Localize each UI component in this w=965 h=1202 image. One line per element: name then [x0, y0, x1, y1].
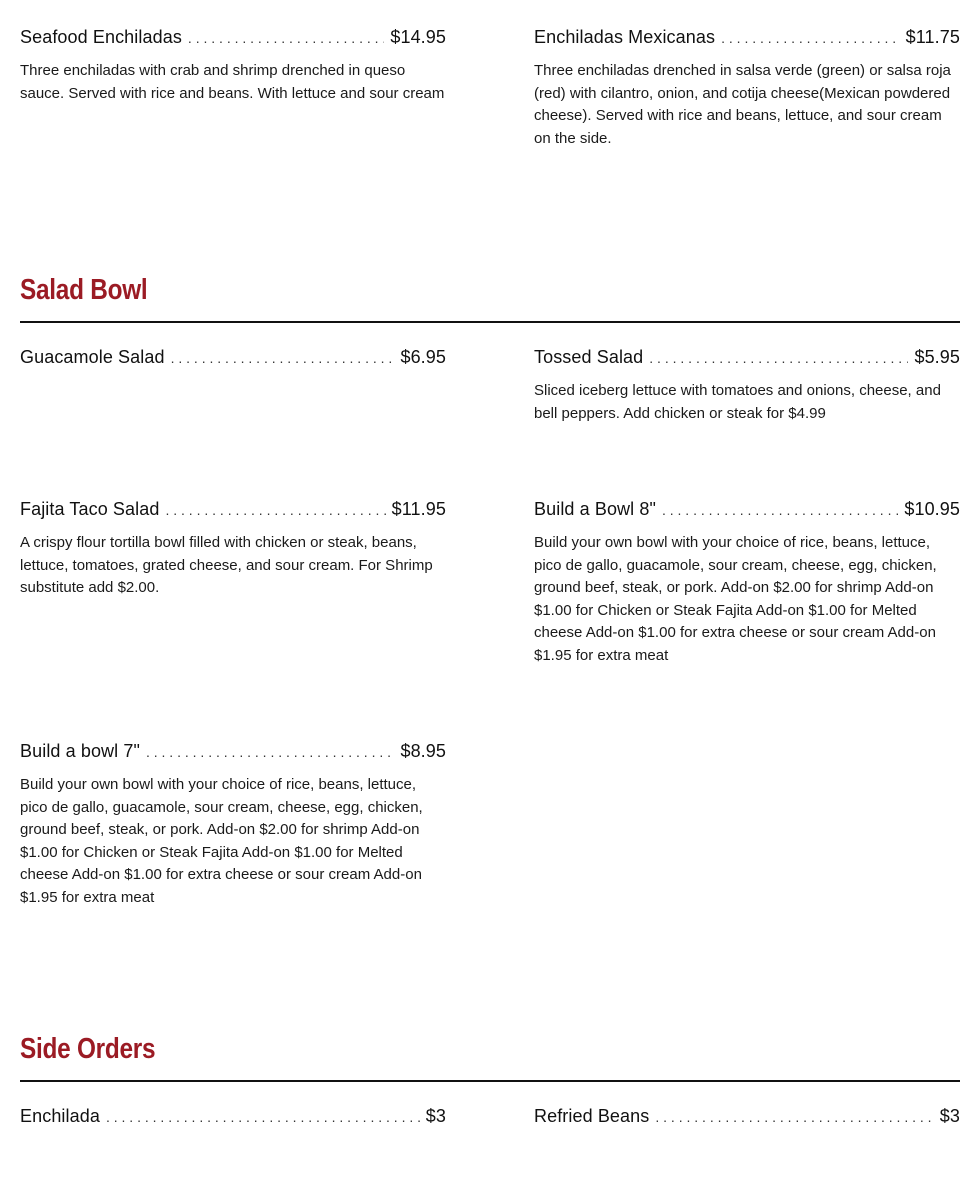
dot-leader — [106, 1105, 420, 1129]
section-title-salad-bowl: Salad Bowl — [20, 274, 148, 306]
menu-item-price: $6.95 — [400, 347, 446, 367]
dot-leader — [165, 498, 385, 522]
menu-item-refried-beans — [534, 1104, 960, 1129]
menu-item-build-a-bowl-7 — [20, 739, 446, 909]
menu-item-enchiladas-mexicanas — [534, 25, 960, 150]
menu-item-header — [20, 1104, 446, 1129]
dot-leader — [649, 346, 908, 370]
menu-item-seafood-enchiladas — [20, 25, 446, 105]
menu-item-enchilada — [20, 1104, 446, 1129]
menu-item-header — [534, 497, 960, 522]
menu-item-name: Enchilada — [20, 1106, 100, 1126]
dot-leader — [146, 740, 394, 764]
menu-item-description: Build your own bowl with your choice of rice, beans, lettuce, pico de gallo, guacamole, sour cream, cheese, egg, chicken, ground beef, steak, or pork. Add-on $2.00 for shrimp Add-on $1.00 for Chicken or Steak Fajita Add-on $1.00 for Melted cheese Add-on $1.00 for extra cheese or sour cream Add-on $1.95 for extra meat — [534, 534, 937, 664]
menu-item-name: Tossed Salad — [534, 347, 644, 367]
menu-item-header — [534, 345, 960, 370]
menu-item-build-a-bowl-8 — [534, 497, 960, 667]
menu-item-price: $11.95 — [391, 499, 446, 519]
menu-item-tossed-salad — [534, 345, 960, 425]
menu-item-description: Three enchiladas with crab and shrimp drenched in queso sauce. Served with rice and beans. With lettuce and sour cream — [20, 62, 445, 102]
menu-item-price: $10.95 — [904, 499, 960, 519]
menu-item-price: $3 — [939, 1106, 960, 1126]
menu-item-name: Refried Beans — [534, 1106, 650, 1126]
section-divider — [20, 321, 960, 323]
menu-item-price: $3 — [425, 1106, 446, 1126]
dot-leader — [662, 498, 898, 522]
menu-item-name: Build a Bowl 8" — [534, 499, 656, 519]
menu-item-description: Sliced iceberg lettuce with tomatoes and onions, cheese, and bell peppers. Add chicken or steak for $4.99 — [534, 382, 941, 422]
menu-item-price: $5.95 — [914, 347, 960, 367]
menu-item-guacamole-salad — [20, 345, 446, 370]
menu-item-header — [20, 345, 446, 370]
menu-item-description: Build your own bowl with your choice of rice, beans, lettuce, pico de gallo, guacamole, sour cream, cheese, egg, chicken, ground beef, steak, or pork. Add-on $2.00 for shrimp Add-on $1.00 for Chicken or Steak Fajita Add-on $1.00 for Melted cheese Add-on $1.00 for extra cheese or sour cream Add-on $1.95 for extra meat — [20, 776, 423, 906]
section-divider — [20, 1080, 960, 1082]
menu-item-price: $14.95 — [390, 27, 446, 47]
section-title-side-orders: Side Orders — [20, 1033, 156, 1065]
menu-item-header — [20, 497, 446, 522]
menu-item-header — [534, 25, 960, 50]
menu-item-description: Three enchiladas drenched in salsa verde (green) or salsa roja (red) with cilantro, onion, and cotija cheese(Mexican powdered cheese). Served with rice and beans, lettuce, and sour cream on the side. — [534, 62, 951, 147]
menu-item-header — [20, 739, 446, 764]
menu-item-fajita-taco-salad — [20, 497, 446, 600]
menu-item-header — [534, 1104, 960, 1129]
dot-leader — [188, 26, 384, 50]
menu-item-name: Build a bowl 7" — [20, 741, 140, 761]
menu-item-name: Seafood Enchiladas — [20, 27, 182, 47]
menu-item-price: $8.95 — [400, 741, 446, 761]
menu-item-name: Enchiladas Mexicanas — [534, 27, 716, 47]
menu-item-header — [20, 25, 446, 50]
dot-leader — [721, 26, 900, 50]
menu-item-name: Guacamole Salad — [20, 347, 165, 367]
menu-item-description: A crispy flour tortilla bowl filled with chicken or steak, beans, lettuce, tomatoes, grated cheese, and sour cream. For Shrimp substitute add $2.00. — [20, 534, 433, 596]
dot-leader — [171, 346, 395, 370]
dot-leader — [655, 1105, 933, 1129]
menu-item-name: Fajita Taco Salad — [20, 499, 160, 519]
menu-item-price: $11.75 — [905, 27, 960, 47]
